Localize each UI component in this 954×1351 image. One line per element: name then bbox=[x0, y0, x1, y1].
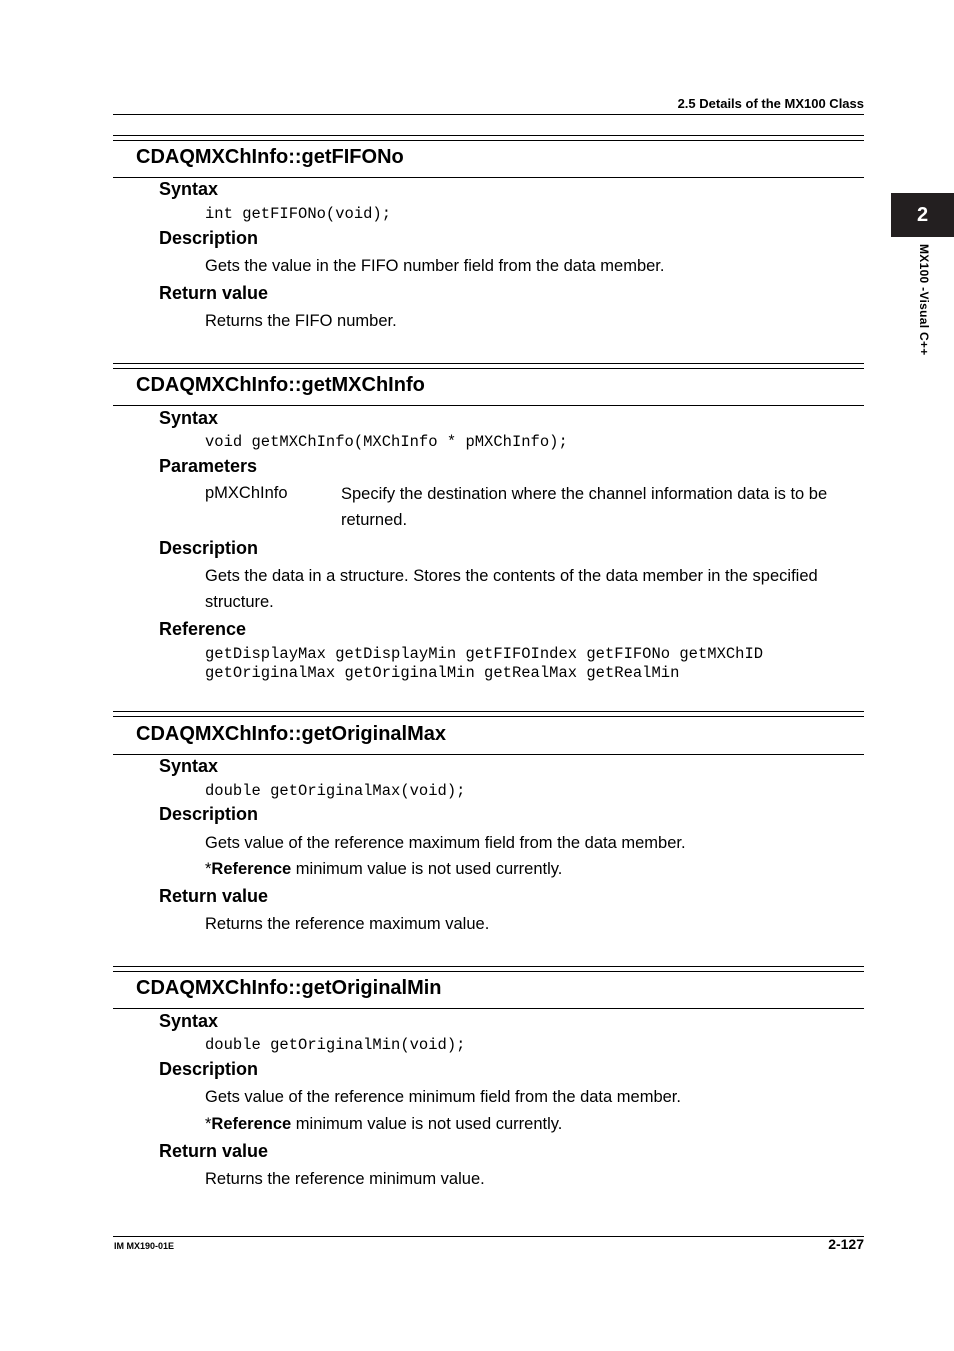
note-keyword: Reference bbox=[211, 1115, 292, 1133]
section-rule-top bbox=[113, 135, 864, 136]
syntax-heading: Syntax bbox=[159, 1011, 219, 1031]
description-heading: Description bbox=[159, 228, 259, 248]
section-rule-top bbox=[113, 368, 864, 369]
footer-rule bbox=[113, 1236, 864, 1237]
section-rule-bottom bbox=[113, 177, 864, 178]
description-text: Gets the value in the FIFO number field from the data member. bbox=[205, 257, 665, 275]
section-rule-bottom bbox=[113, 754, 864, 755]
footer-page-number: 2-127 bbox=[828, 1236, 864, 1252]
syntax-code: double getOriginalMax(void); bbox=[205, 782, 466, 800]
header-rule bbox=[113, 114, 864, 115]
description-text: Gets the data in a structure. Stores the contents of the data member in the specified structure. bbox=[205, 567, 818, 611]
reference-list-line: getDisplayMax getDisplayMin getFIFOIndex getFIFONo getMXChID bbox=[205, 645, 764, 663]
reference-list-line: getOriginalMax getOriginalMin getRealMax getRealMin bbox=[205, 664, 680, 682]
note-asterisk: * bbox=[205, 1115, 212, 1133]
note-remainder: minimum value is not used currently. bbox=[291, 1115, 563, 1133]
syntax-heading: Syntax bbox=[159, 756, 219, 776]
note-asterisk: * bbox=[205, 860, 212, 878]
description-heading: Description bbox=[159, 1059, 259, 1079]
return-heading: Return value bbox=[159, 283, 269, 303]
note-text bbox=[205, 856, 562, 882]
section-rule-top bbox=[113, 140, 864, 141]
return-text: Returns the reference maximum value. bbox=[205, 915, 490, 933]
section-title: CDAQMXChInfo::getOriginalMax bbox=[136, 723, 446, 745]
section-rule-top bbox=[113, 971, 864, 972]
description-text: Gets value of the reference minimum field from the data member. bbox=[205, 1088, 681, 1106]
description-text: Gets value of the reference maximum field from the data member. bbox=[205, 834, 686, 852]
return-text: Returns the FIFO number. bbox=[205, 312, 397, 330]
return-heading: Return value bbox=[159, 1141, 269, 1161]
description-heading: Description bbox=[159, 804, 259, 824]
syntax-code: double getOriginalMin(void); bbox=[205, 1036, 466, 1054]
section-title: CDAQMXChInfo::getMXChInfo bbox=[136, 374, 425, 396]
return-text: Returns the reference minimum value. bbox=[205, 1170, 485, 1188]
syntax-code: void getMXChInfo(MXChInfo * pMXChInfo); bbox=[205, 433, 568, 451]
chapter-side-label: MX100 -Visual C++ bbox=[917, 244, 931, 356]
parameters-heading: Parameters bbox=[159, 456, 258, 476]
chapter-tab: 2 bbox=[891, 193, 954, 237]
syntax-heading: Syntax bbox=[159, 179, 219, 199]
note-remainder: minimum value is not used currently. bbox=[291, 860, 563, 878]
section-title: CDAQMXChInfo::getOriginalMin bbox=[136, 977, 442, 999]
parameter-name: pMXChInfo bbox=[205, 484, 288, 502]
syntax-code: int getFIFONo(void); bbox=[205, 205, 392, 223]
section-title: CDAQMXChInfo::getFIFONo bbox=[136, 146, 404, 168]
section-rule-top bbox=[113, 711, 864, 712]
section-rule-top bbox=[113, 716, 864, 717]
reference-heading: Reference bbox=[159, 619, 247, 639]
parameter-description: Specify the destination where the channel information data is to be returned. bbox=[341, 485, 828, 529]
section-rule-bottom bbox=[113, 1008, 864, 1009]
section-rule-bottom bbox=[113, 405, 864, 406]
return-heading: Return value bbox=[159, 886, 269, 906]
footer-doc-id: IM MX190-01E bbox=[114, 1241, 175, 1251]
section-rule-top bbox=[113, 363, 864, 364]
syntax-heading: Syntax bbox=[159, 408, 219, 428]
section-rule-top bbox=[113, 966, 864, 967]
note-keyword: Reference bbox=[211, 860, 292, 878]
note-text bbox=[205, 1111, 562, 1137]
description-heading: Description bbox=[159, 538, 259, 558]
running-header: 2.5 Details of the MX100 Class bbox=[677, 96, 864, 111]
